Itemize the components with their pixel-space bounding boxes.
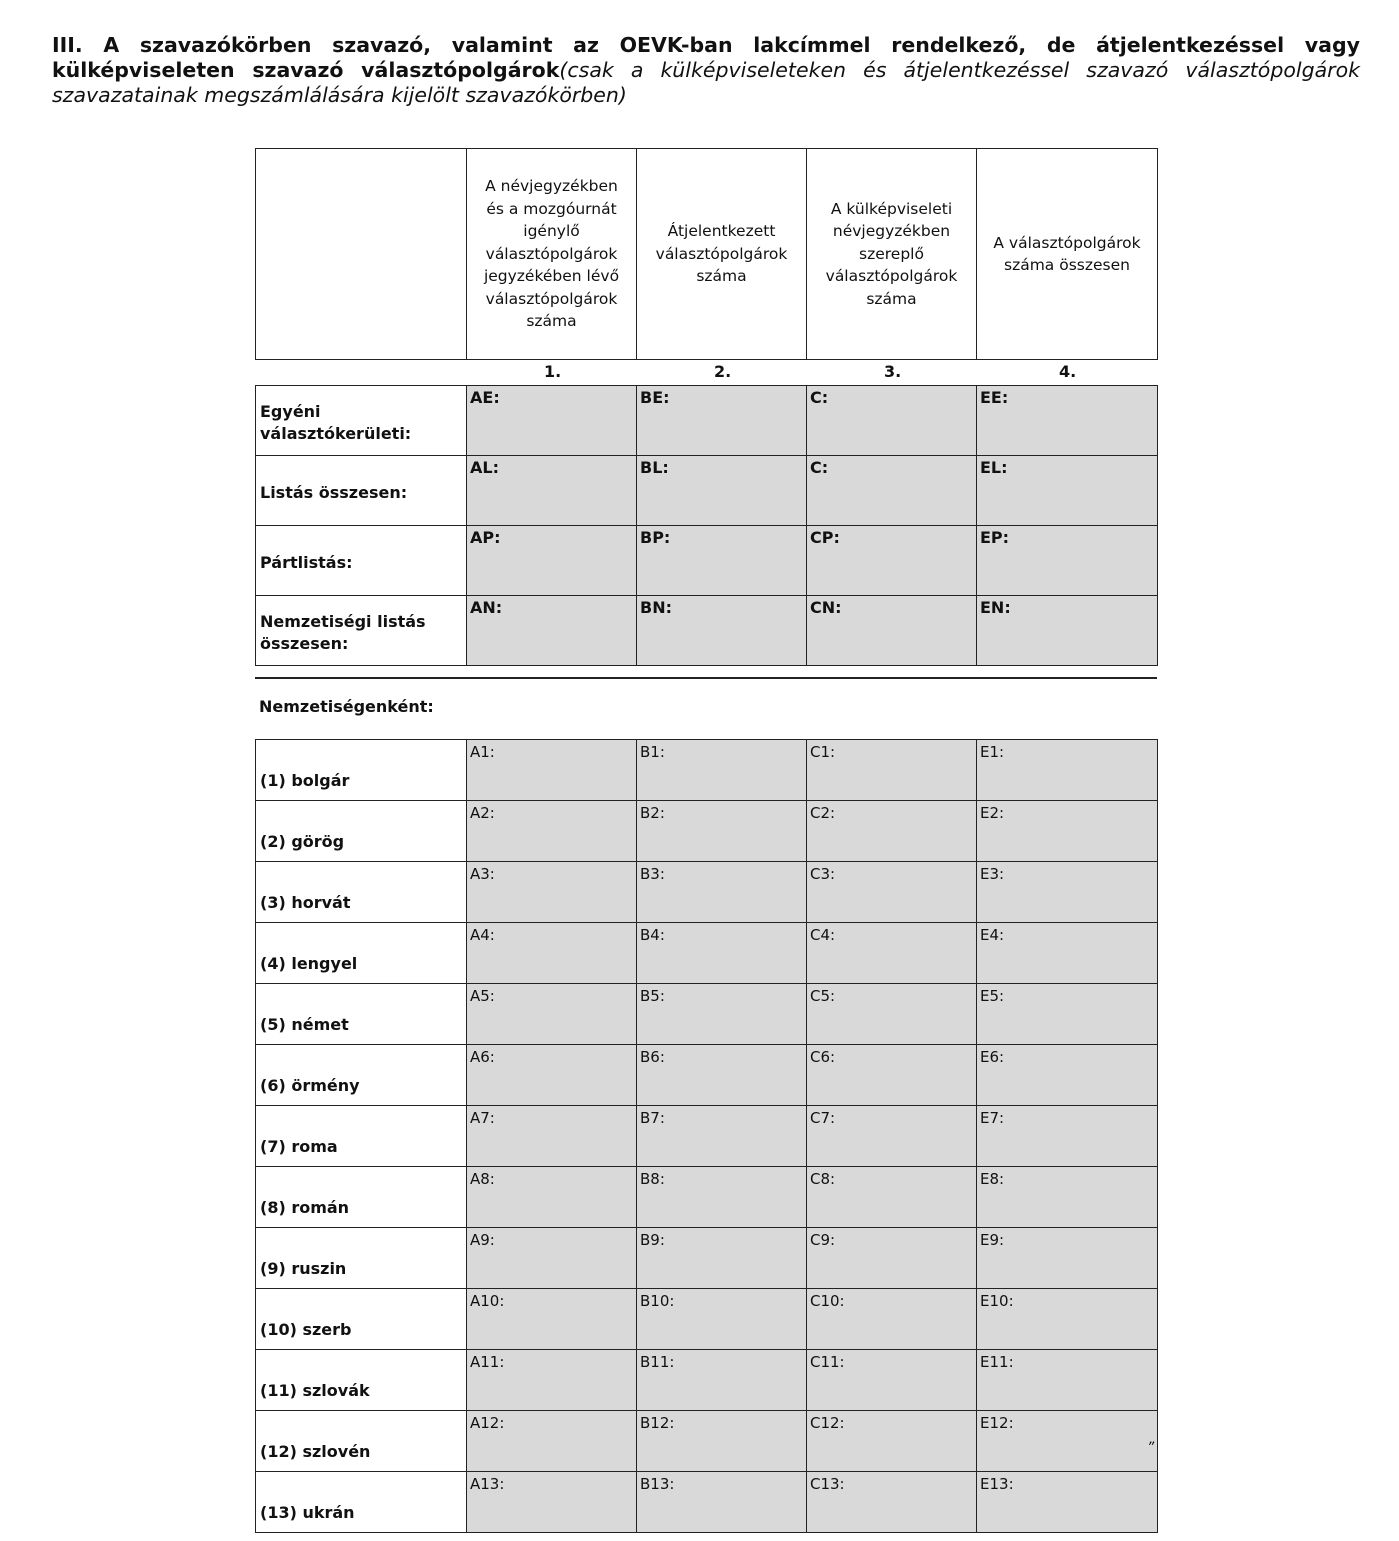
row-label: (11) szlovák <box>256 1350 467 1411</box>
entry-field[interactable]: A12: <box>467 1411 637 1472</box>
entry-field[interactable]: B4: <box>637 923 807 984</box>
entry-field[interactable]: EP: <box>977 526 1158 596</box>
entry-field[interactable]: E9: <box>977 1228 1158 1289</box>
nationality-row <box>256 1411 1158 1472</box>
entry-field[interactable]: A7: <box>467 1106 637 1167</box>
column-numbers <box>255 360 1157 384</box>
entry-field[interactable]: AP: <box>467 526 637 596</box>
nationality-row <box>256 862 1158 923</box>
entry-field[interactable]: B6: <box>637 1045 807 1106</box>
summary-table <box>255 385 1158 666</box>
entry-field[interactable]: E8: <box>977 1167 1158 1228</box>
entry-field[interactable]: E6: <box>977 1045 1158 1106</box>
entry-field[interactable]: C3: <box>807 862 977 923</box>
entry-field[interactable]: C1: <box>807 740 977 801</box>
row-label: (8) román <box>256 1167 467 1228</box>
entry-field[interactable]: BE: <box>637 386 807 456</box>
nationality-row <box>256 984 1158 1045</box>
column-header: A külképviseleti névjegyzékben szereplő választópolgárok száma <box>807 149 977 360</box>
entry-field[interactable]: A1: <box>467 740 637 801</box>
summary-row <box>256 526 1158 596</box>
row-label: Nemzetiségi listás összesen: <box>256 596 467 666</box>
entry-field[interactable]: C5: <box>807 984 977 1045</box>
row-label: (6) örmény <box>256 1045 467 1106</box>
entry-field[interactable]: E10: <box>977 1289 1158 1350</box>
row-label: (12) szlovén <box>256 1411 467 1472</box>
row-label: (10) szerb <box>256 1289 467 1350</box>
entry-field[interactable]: E2: <box>977 801 1158 862</box>
nationality-row <box>256 1167 1158 1228</box>
closing-quote-mark: ” <box>1147 1440 1155 1456</box>
nationality-row <box>256 740 1158 801</box>
nationality-row <box>256 923 1158 984</box>
entry-field[interactable]: B5: <box>637 984 807 1045</box>
section-note: (csak a külképviseleteken és átjelentkezéssel szavazó választópolgárok szavazatainak megszámlálására kijelölt szavazókörben) <box>52 58 1360 107</box>
nationality-row <box>256 1472 1158 1533</box>
entry-field[interactable]: C8: <box>807 1167 977 1228</box>
entry-field[interactable]: A13: <box>467 1472 637 1533</box>
entry-field[interactable]: B13: <box>637 1472 807 1533</box>
entry-field[interactable]: EL: <box>977 456 1158 526</box>
column-header: A névjegyzékben és a mozgóurnát igénylő választópolgárok jegyzékében lévő választópolgárok száma <box>467 149 637 360</box>
entry-field[interactable]: C6: <box>807 1045 977 1106</box>
row-label: Egyéni választókerületi: <box>256 386 467 456</box>
column-header-table <box>255 148 1158 360</box>
entry-field[interactable]: B12: <box>637 1411 807 1472</box>
entry-field[interactable]: E5: <box>977 984 1158 1045</box>
column-number: 4. <box>1059 362 1077 381</box>
nationality-subheading: Nemzetiségenként: <box>259 697 434 716</box>
entry-field[interactable]: C11: <box>807 1350 977 1411</box>
column-header: Átjelentkezett választópolgárok száma <box>637 149 807 360</box>
summary-row <box>256 386 1158 456</box>
entry-field[interactable]: C: <box>807 386 977 456</box>
entry-field[interactable]: B9: <box>637 1228 807 1289</box>
entry-field[interactable]: AL: <box>467 456 637 526</box>
entry-field[interactable]: A2: <box>467 801 637 862</box>
divider-line <box>255 677 1157 679</box>
nationality-row <box>256 1289 1158 1350</box>
summary-row <box>256 596 1158 666</box>
column-number: 1. <box>544 362 562 381</box>
row-label: (9) ruszin <box>256 1228 467 1289</box>
nationality-row <box>256 1228 1158 1289</box>
entry-field[interactable]: E3: <box>977 862 1158 923</box>
entry-field[interactable]: A11: <box>467 1350 637 1411</box>
entry-field[interactable]: BN: <box>637 596 807 666</box>
entry-field[interactable]: E12: <box>977 1411 1158 1472</box>
entry-field[interactable]: BP: <box>637 526 807 596</box>
entry-field[interactable]: AE: <box>467 386 637 456</box>
entry-field[interactable]: E1: <box>977 740 1158 801</box>
entry-field[interactable]: B11: <box>637 1350 807 1411</box>
entry-field[interactable]: C: <box>807 456 977 526</box>
entry-field[interactable]: A8: <box>467 1167 637 1228</box>
entry-field[interactable]: C13: <box>807 1472 977 1533</box>
row-label: (7) roma <box>256 1106 467 1167</box>
entry-field[interactable]: E13: <box>977 1472 1158 1533</box>
entry-field[interactable]: B7: <box>637 1106 807 1167</box>
entry-field[interactable]: B1: <box>637 740 807 801</box>
entry-field[interactable]: EN: <box>977 596 1158 666</box>
entry-field[interactable]: C7: <box>807 1106 977 1167</box>
entry-field[interactable]: A10: <box>467 1289 637 1350</box>
nationality-row <box>256 1350 1158 1411</box>
row-label: (4) lengyel <box>256 923 467 984</box>
nationality-row <box>256 801 1158 862</box>
entry-field[interactable]: A9: <box>467 1228 637 1289</box>
entry-field[interactable]: A3: <box>467 862 637 923</box>
entry-field[interactable]: B3: <box>637 862 807 923</box>
entry-field[interactable]: C9: <box>807 1228 977 1289</box>
column-number: 2. <box>714 362 732 381</box>
entry-field[interactable]: AN: <box>467 596 637 666</box>
entry-field[interactable]: A5: <box>467 984 637 1045</box>
row-label: (13) ukrán <box>256 1472 467 1533</box>
entry-field[interactable]: E11: <box>977 1350 1158 1411</box>
row-label: (5) német <box>256 984 467 1045</box>
row-label: Pártlistás: <box>256 526 467 596</box>
nationality-table <box>255 739 1158 1533</box>
entry-field[interactable]: BL: <box>637 456 807 526</box>
section-title: III. A szavazókörben szavazó, valamint az OEVK-ban lakcímmel rendelkező, de átjelentkezéssel vagy külképviseleten szavazó választópolgárok <box>52 33 1360 82</box>
row-label: Listás összesen: <box>256 456 467 526</box>
header-corner-cell <box>256 149 467 360</box>
entry-field[interactable]: C10: <box>807 1289 977 1350</box>
entry-field[interactable]: B2: <box>637 801 807 862</box>
entry-field[interactable]: C2: <box>807 801 977 862</box>
column-header: A választópolgárok száma összesen <box>977 149 1158 360</box>
row-label: (3) horvát <box>256 862 467 923</box>
column-number: 3. <box>884 362 902 381</box>
row-label: (2) görög <box>256 801 467 862</box>
nationality-row <box>256 1106 1158 1167</box>
entry-field[interactable]: A4: <box>467 923 637 984</box>
entry-field[interactable]: EE: <box>977 386 1158 456</box>
row-label: (1) bolgár <box>256 740 467 801</box>
entry-field[interactable]: C4: <box>807 923 977 984</box>
entry-field[interactable]: B10: <box>637 1289 807 1350</box>
entry-field[interactable]: E4: <box>977 923 1158 984</box>
section-heading <box>52 33 1360 108</box>
entry-field[interactable]: CN: <box>807 596 977 666</box>
nationality-row <box>256 1045 1158 1106</box>
entry-field[interactable]: CP: <box>807 526 977 596</box>
entry-field[interactable]: C12: <box>807 1411 977 1472</box>
entry-field[interactable]: E7: <box>977 1106 1158 1167</box>
entry-field[interactable]: A6: <box>467 1045 637 1106</box>
summary-row <box>256 456 1158 526</box>
entry-field[interactable]: B8: <box>637 1167 807 1228</box>
